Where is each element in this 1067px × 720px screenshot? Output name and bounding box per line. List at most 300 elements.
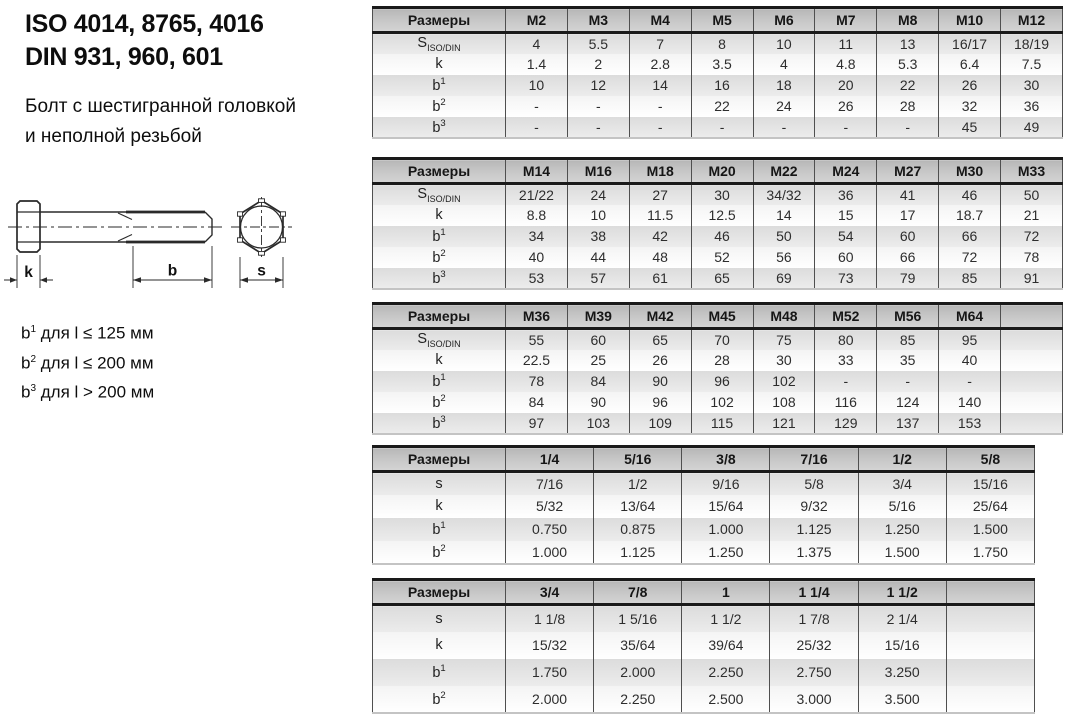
- data-cell: 3/4: [858, 472, 946, 495]
- size-column-header: M22: [753, 159, 815, 184]
- data-cell: 3.250: [858, 659, 946, 686]
- data-cell: 28: [877, 96, 939, 117]
- size-column-header: M20: [691, 159, 753, 184]
- sizes-header-cell: Размеры: [373, 8, 506, 33]
- data-cell: -: [567, 117, 629, 138]
- data-cell: 79: [877, 268, 939, 289]
- size-column-header: [1001, 304, 1063, 329]
- row-label: $b^2$: [373, 247, 506, 268]
- table-row: [373, 518, 1035, 541]
- data-cell: 60: [815, 247, 877, 268]
- data-cell: 30: [1001, 75, 1063, 96]
- table-row: [373, 33, 1063, 54]
- data-cell: 65: [691, 268, 753, 289]
- size-column-header: M2: [506, 8, 568, 33]
- data-cell: 21: [1001, 205, 1063, 226]
- data-cell: 10: [506, 75, 568, 96]
- data-cell: 9/32: [770, 495, 858, 518]
- data-cell: 84: [506, 392, 568, 413]
- data-cell: 36: [815, 184, 877, 205]
- data-cell: 3.500: [858, 686, 946, 713]
- dimension-table-1: [372, 6, 1063, 139]
- row-label: s: [373, 605, 506, 632]
- data-cell: 25: [567, 350, 629, 371]
- table-row: [373, 184, 1063, 205]
- data-cell: 116: [815, 392, 877, 413]
- size-column-header: M42: [629, 304, 691, 329]
- data-cell: 14: [753, 205, 815, 226]
- k-arrow-left: [10, 277, 17, 282]
- data-cell: -: [506, 117, 568, 138]
- data-cell: 1/2: [594, 472, 682, 495]
- size-column-header: M48: [753, 304, 815, 329]
- data-cell: 5/8: [770, 472, 858, 495]
- data-cell: 24: [753, 96, 815, 117]
- size-column-header: M8: [877, 8, 939, 33]
- size-column-header: M39: [567, 304, 629, 329]
- table-row: [373, 329, 1063, 350]
- data-cell: 28: [691, 350, 753, 371]
- data-cell: 25/64: [946, 495, 1034, 518]
- data-cell: 78: [1001, 247, 1063, 268]
- data-cell: 7.5: [1001, 54, 1063, 75]
- data-cell: 46: [691, 226, 753, 247]
- dimension-k: [4, 255, 53, 288]
- data-cell: 1.4: [506, 54, 568, 75]
- data-cell: 5/32: [506, 495, 594, 518]
- row-label: $b^2$: [373, 541, 506, 564]
- row-label: $S_{ISO/DIN}$: [373, 329, 506, 350]
- data-cell: 0.875: [594, 518, 682, 541]
- size-column-header: M56: [877, 304, 939, 329]
- row-label: $b^2$: [373, 96, 506, 117]
- data-cell: 9/16: [682, 472, 770, 495]
- data-cell: 21/22: [506, 184, 568, 205]
- row-label: $b^1$: [373, 226, 506, 247]
- data-cell: 54: [815, 226, 877, 247]
- data-cell: 2.500: [682, 686, 770, 713]
- data-cell: 2: [567, 54, 629, 75]
- note-line: $b^2$ для l ≤ 200 мм: [21, 353, 154, 373]
- data-cell: 15: [815, 205, 877, 226]
- data-cell: 90: [567, 392, 629, 413]
- size-column-header: M30: [939, 159, 1001, 184]
- data-cell: 56: [753, 247, 815, 268]
- data-cell: 53: [506, 268, 568, 289]
- table-row: [373, 268, 1063, 289]
- data-cell: 2.000: [506, 686, 594, 713]
- table-row: [373, 350, 1063, 371]
- data-cell: 1.750: [946, 541, 1034, 564]
- table-header-row: [373, 159, 1063, 184]
- data-cell: 96: [629, 392, 691, 413]
- data-cell: [946, 659, 1034, 686]
- data-cell: 80: [815, 329, 877, 350]
- data-cell: 1.500: [858, 541, 946, 564]
- data-cell: 11: [815, 33, 877, 54]
- size-column-header: M14: [506, 159, 568, 184]
- data-cell: 22: [877, 75, 939, 96]
- data-cell: 50: [1001, 184, 1063, 205]
- data-cell: 30: [753, 350, 815, 371]
- table-row: [373, 96, 1063, 117]
- row-label: $b^3$: [373, 268, 506, 289]
- sizes-header-cell: Размеры: [373, 580, 506, 605]
- s-arrow-right: [275, 277, 283, 282]
- data-cell: -: [939, 371, 1001, 392]
- size-column-header: 1 1/2: [858, 580, 946, 605]
- data-cell: 15/16: [858, 632, 946, 659]
- b-dimension-label: b: [167, 262, 178, 280]
- data-cell: 55: [506, 329, 568, 350]
- row-label: $S_{ISO/DIN}$: [373, 184, 506, 205]
- data-cell: [946, 686, 1034, 713]
- size-column-header: 1 1/4: [770, 580, 858, 605]
- note-line: $b^1$ для l ≤ 125 мм: [21, 323, 154, 343]
- table-row: [373, 205, 1063, 226]
- size-column-header: M24: [815, 159, 877, 184]
- data-cell: 3.000: [770, 686, 858, 713]
- notes: [21, 317, 154, 406]
- size-column-header: M52: [815, 304, 877, 329]
- data-cell: -: [629, 96, 691, 117]
- data-cell: 65: [629, 329, 691, 350]
- row-label: $b^1$: [373, 75, 506, 96]
- data-cell: 13: [877, 33, 939, 54]
- data-cell: 73: [815, 268, 877, 289]
- dimension-b: [133, 246, 212, 288]
- size-column-header: 1/4: [506, 447, 594, 472]
- data-cell: 1.500: [946, 518, 1034, 541]
- data-cell: 153: [939, 413, 1001, 434]
- data-cell: -: [506, 96, 568, 117]
- data-cell: 137: [877, 413, 939, 434]
- table-row: [373, 75, 1063, 96]
- bolt-technical-drawing: [0, 188, 330, 300]
- data-cell: 85: [939, 268, 1001, 289]
- row-label: $b^3$: [373, 413, 506, 434]
- row-label: k: [373, 632, 506, 659]
- data-cell: 102: [753, 371, 815, 392]
- data-cell: 1.750: [506, 659, 594, 686]
- data-cell: 40: [939, 350, 1001, 371]
- data-cell: 5.5: [567, 33, 629, 54]
- data-cell: 0.750: [506, 518, 594, 541]
- dimension-table-2: [372, 157, 1063, 290]
- row-label: $b^2$: [373, 392, 506, 413]
- data-cell: 69: [753, 268, 815, 289]
- data-cell: [1001, 392, 1063, 413]
- data-cell: 1 1/8: [506, 605, 594, 632]
- row-label: k: [373, 205, 506, 226]
- data-cell: 8.8: [506, 205, 568, 226]
- dimension-table-4: [372, 445, 1035, 565]
- table-row: [373, 226, 1063, 247]
- data-cell: 33: [815, 350, 877, 371]
- data-cell: 4: [506, 33, 568, 54]
- data-cell: 49: [1001, 117, 1063, 138]
- data-cell: [1001, 350, 1063, 371]
- data-cell: 44: [567, 247, 629, 268]
- data-cell: 95: [939, 329, 1001, 350]
- data-cell: 85: [877, 329, 939, 350]
- data-cell: 50: [753, 226, 815, 247]
- table-row: [373, 247, 1063, 268]
- data-cell: 27: [629, 184, 691, 205]
- table-header-row: [373, 447, 1035, 472]
- table-row: [373, 686, 1035, 713]
- data-cell: 10: [753, 33, 815, 54]
- data-cell: 48: [629, 247, 691, 268]
- data-cell: 72: [939, 247, 1001, 268]
- data-cell: 1 7/8: [770, 605, 858, 632]
- data-cell: 39/64: [682, 632, 770, 659]
- data-cell: [946, 605, 1034, 632]
- size-column-header: M4: [629, 8, 691, 33]
- s-arrow-left: [240, 277, 248, 282]
- data-cell: 72: [1001, 226, 1063, 247]
- data-cell: 124: [877, 392, 939, 413]
- table-row: [373, 495, 1035, 518]
- data-cell: 91: [1001, 268, 1063, 289]
- data-cell: 15/32: [506, 632, 594, 659]
- data-cell: 8: [691, 33, 753, 54]
- k-arrow-right: [40, 277, 47, 282]
- size-column-header: M5: [691, 8, 753, 33]
- row-label: $b^1$: [373, 518, 506, 541]
- data-cell: -: [629, 117, 691, 138]
- data-cell: 46: [939, 184, 1001, 205]
- k-dimension-label: k: [24, 264, 33, 281]
- data-cell: 6.4: [939, 54, 1001, 75]
- size-column-header: M12: [1001, 8, 1063, 33]
- data-cell: 36: [1001, 96, 1063, 117]
- data-cell: [1001, 329, 1063, 350]
- data-cell: -: [567, 96, 629, 117]
- table-row: [373, 54, 1063, 75]
- data-cell: [1001, 413, 1063, 434]
- data-cell: 1 1/2: [682, 605, 770, 632]
- data-cell: 60: [877, 226, 939, 247]
- data-cell: 1.000: [506, 541, 594, 564]
- data-cell: 1 5/16: [594, 605, 682, 632]
- data-cell: 90: [629, 371, 691, 392]
- size-column-header: M45: [691, 304, 753, 329]
- data-cell: 52: [691, 247, 753, 268]
- data-cell: -: [877, 117, 939, 138]
- data-cell: 13/64: [594, 495, 682, 518]
- row-label: k: [373, 495, 506, 518]
- size-column-header: M6: [753, 8, 815, 33]
- data-cell: 18: [753, 75, 815, 96]
- data-cell: 109: [629, 413, 691, 434]
- data-cell: 26: [815, 96, 877, 117]
- data-cell: 2.250: [682, 659, 770, 686]
- data-cell: 34: [506, 226, 568, 247]
- table-row: [373, 392, 1063, 413]
- data-cell: 18.7: [939, 205, 1001, 226]
- data-cell: 2.750: [770, 659, 858, 686]
- data-cell: 38: [567, 226, 629, 247]
- dimension-s: [240, 257, 283, 288]
- table-row: [373, 413, 1063, 434]
- data-cell: 41: [877, 184, 939, 205]
- data-cell: 2.250: [594, 686, 682, 713]
- data-cell: -: [815, 371, 877, 392]
- size-column-header: 3/8: [682, 447, 770, 472]
- data-cell: 15/16: [946, 472, 1034, 495]
- data-cell: 84: [567, 371, 629, 392]
- size-column-header: 7/8: [594, 580, 682, 605]
- size-column-header: M7: [815, 8, 877, 33]
- size-column-header: 7/16: [770, 447, 858, 472]
- data-cell: 7: [629, 33, 691, 54]
- data-cell: 102: [691, 392, 753, 413]
- size-column-header: M10: [939, 8, 1001, 33]
- sizes-header-cell: Размеры: [373, 447, 506, 472]
- row-label: $b^1$: [373, 659, 506, 686]
- data-cell: 2 1/4: [858, 605, 946, 632]
- data-cell: 4: [753, 54, 815, 75]
- data-cell: [946, 632, 1034, 659]
- data-cell: 60: [567, 329, 629, 350]
- data-cell: 40: [506, 247, 568, 268]
- tables-area: [372, 0, 1067, 720]
- product-name-line2: и неполной резьбой: [25, 126, 202, 147]
- data-cell: 5.3: [877, 54, 939, 75]
- data-cell: 16: [691, 75, 753, 96]
- data-cell: 66: [877, 247, 939, 268]
- table-row: [373, 117, 1063, 138]
- data-cell: 121: [753, 413, 815, 434]
- data-cell: 12: [567, 75, 629, 96]
- data-cell: -: [877, 371, 939, 392]
- data-cell: 2.000: [594, 659, 682, 686]
- size-column-header: M3: [567, 8, 629, 33]
- dimension-table-5: [372, 578, 1035, 714]
- data-cell: 45: [939, 117, 1001, 138]
- data-cell: 24: [567, 184, 629, 205]
- size-column-header: 5/16: [594, 447, 682, 472]
- product-name-line1: Болт с шестигранной головкой: [25, 96, 296, 117]
- data-cell: 1.125: [770, 518, 858, 541]
- data-cell: 66: [939, 226, 1001, 247]
- bolt-drawing-svg: [0, 188, 330, 300]
- size-column-header: 3/4: [506, 580, 594, 605]
- data-cell: 35/64: [594, 632, 682, 659]
- data-cell: 11.5: [629, 205, 691, 226]
- row-label: $S_{ISO/DIN}$: [373, 33, 506, 54]
- table-header-row: [373, 580, 1035, 605]
- size-column-header: 1/2: [858, 447, 946, 472]
- data-cell: 3.5: [691, 54, 753, 75]
- bolt-hex-view: [231, 197, 292, 257]
- sizes-header-cell: Размеры: [373, 159, 506, 184]
- data-cell: 103: [567, 413, 629, 434]
- data-cell: -: [691, 117, 753, 138]
- product-name: [25, 92, 296, 152]
- data-cell: 18/19: [1001, 33, 1063, 54]
- table-row: [373, 632, 1035, 659]
- data-cell: 26: [629, 350, 691, 371]
- data-cell: 2.8: [629, 54, 691, 75]
- data-cell: [1001, 371, 1063, 392]
- data-cell: 25/32: [770, 632, 858, 659]
- table-row: [373, 472, 1035, 495]
- data-cell: 1.125: [594, 541, 682, 564]
- data-cell: 15/64: [682, 495, 770, 518]
- data-cell: 70: [691, 329, 753, 350]
- dimension-table-3: [372, 302, 1063, 435]
- data-cell: 34/32: [753, 184, 815, 205]
- data-cell: -: [815, 117, 877, 138]
- data-cell: 1.000: [682, 518, 770, 541]
- data-cell: 10: [567, 205, 629, 226]
- data-cell: 1.250: [682, 541, 770, 564]
- table-row: [373, 659, 1035, 686]
- data-cell: 17: [877, 205, 939, 226]
- size-column-header: M64: [939, 304, 1001, 329]
- s-dimension-label: s: [257, 262, 266, 280]
- size-column-header: 5/8: [946, 447, 1034, 472]
- data-cell: 42: [629, 226, 691, 247]
- b-arrow-right: [204, 277, 212, 282]
- data-cell: 32: [939, 96, 1001, 117]
- data-cell: 5/16: [858, 495, 946, 518]
- b-arrow-left: [133, 277, 141, 282]
- size-column-header: M18: [629, 159, 691, 184]
- data-cell: 1.375: [770, 541, 858, 564]
- data-cell: 30: [691, 184, 753, 205]
- table-row: [373, 371, 1063, 392]
- size-column-header: M27: [877, 159, 939, 184]
- data-cell: 4.8: [815, 54, 877, 75]
- size-column-header: [946, 580, 1034, 605]
- sizes-header-cell: Размеры: [373, 304, 506, 329]
- data-cell: 12.5: [691, 205, 753, 226]
- data-cell: 57: [567, 268, 629, 289]
- data-cell: 61: [629, 268, 691, 289]
- data-cell: 115: [691, 413, 753, 434]
- size-column-header: M16: [567, 159, 629, 184]
- data-cell: 129: [815, 413, 877, 434]
- data-cell: 7/16: [506, 472, 594, 495]
- table-header-row: [373, 304, 1063, 329]
- row-label: $b^1$: [373, 371, 506, 392]
- row-label: $b^3$: [373, 117, 506, 138]
- data-cell: 1.250: [858, 518, 946, 541]
- data-cell: 140: [939, 392, 1001, 413]
- row-label: $b^2$: [373, 686, 506, 713]
- data-cell: 75: [753, 329, 815, 350]
- din-standards-line: DIN 931, 960, 601: [25, 43, 223, 71]
- data-cell: 96: [691, 371, 753, 392]
- data-cell: 97: [506, 413, 568, 434]
- table-header-row: [373, 8, 1063, 33]
- row-label: s: [373, 472, 506, 495]
- data-cell: 16/17: [939, 33, 1001, 54]
- data-cell: 108: [753, 392, 815, 413]
- data-cell: 26: [939, 75, 1001, 96]
- note-line: $b^3$ для l > 200 мм: [21, 382, 155, 402]
- bolt-side-view: [8, 201, 222, 252]
- iso-standards-line: ISO 4014, 8765, 4016: [25, 10, 264, 38]
- data-cell: 22.5: [506, 350, 568, 371]
- size-column-header: 1: [682, 580, 770, 605]
- standards-title: [25, 8, 264, 74]
- data-cell: 14: [629, 75, 691, 96]
- row-label: k: [373, 350, 506, 371]
